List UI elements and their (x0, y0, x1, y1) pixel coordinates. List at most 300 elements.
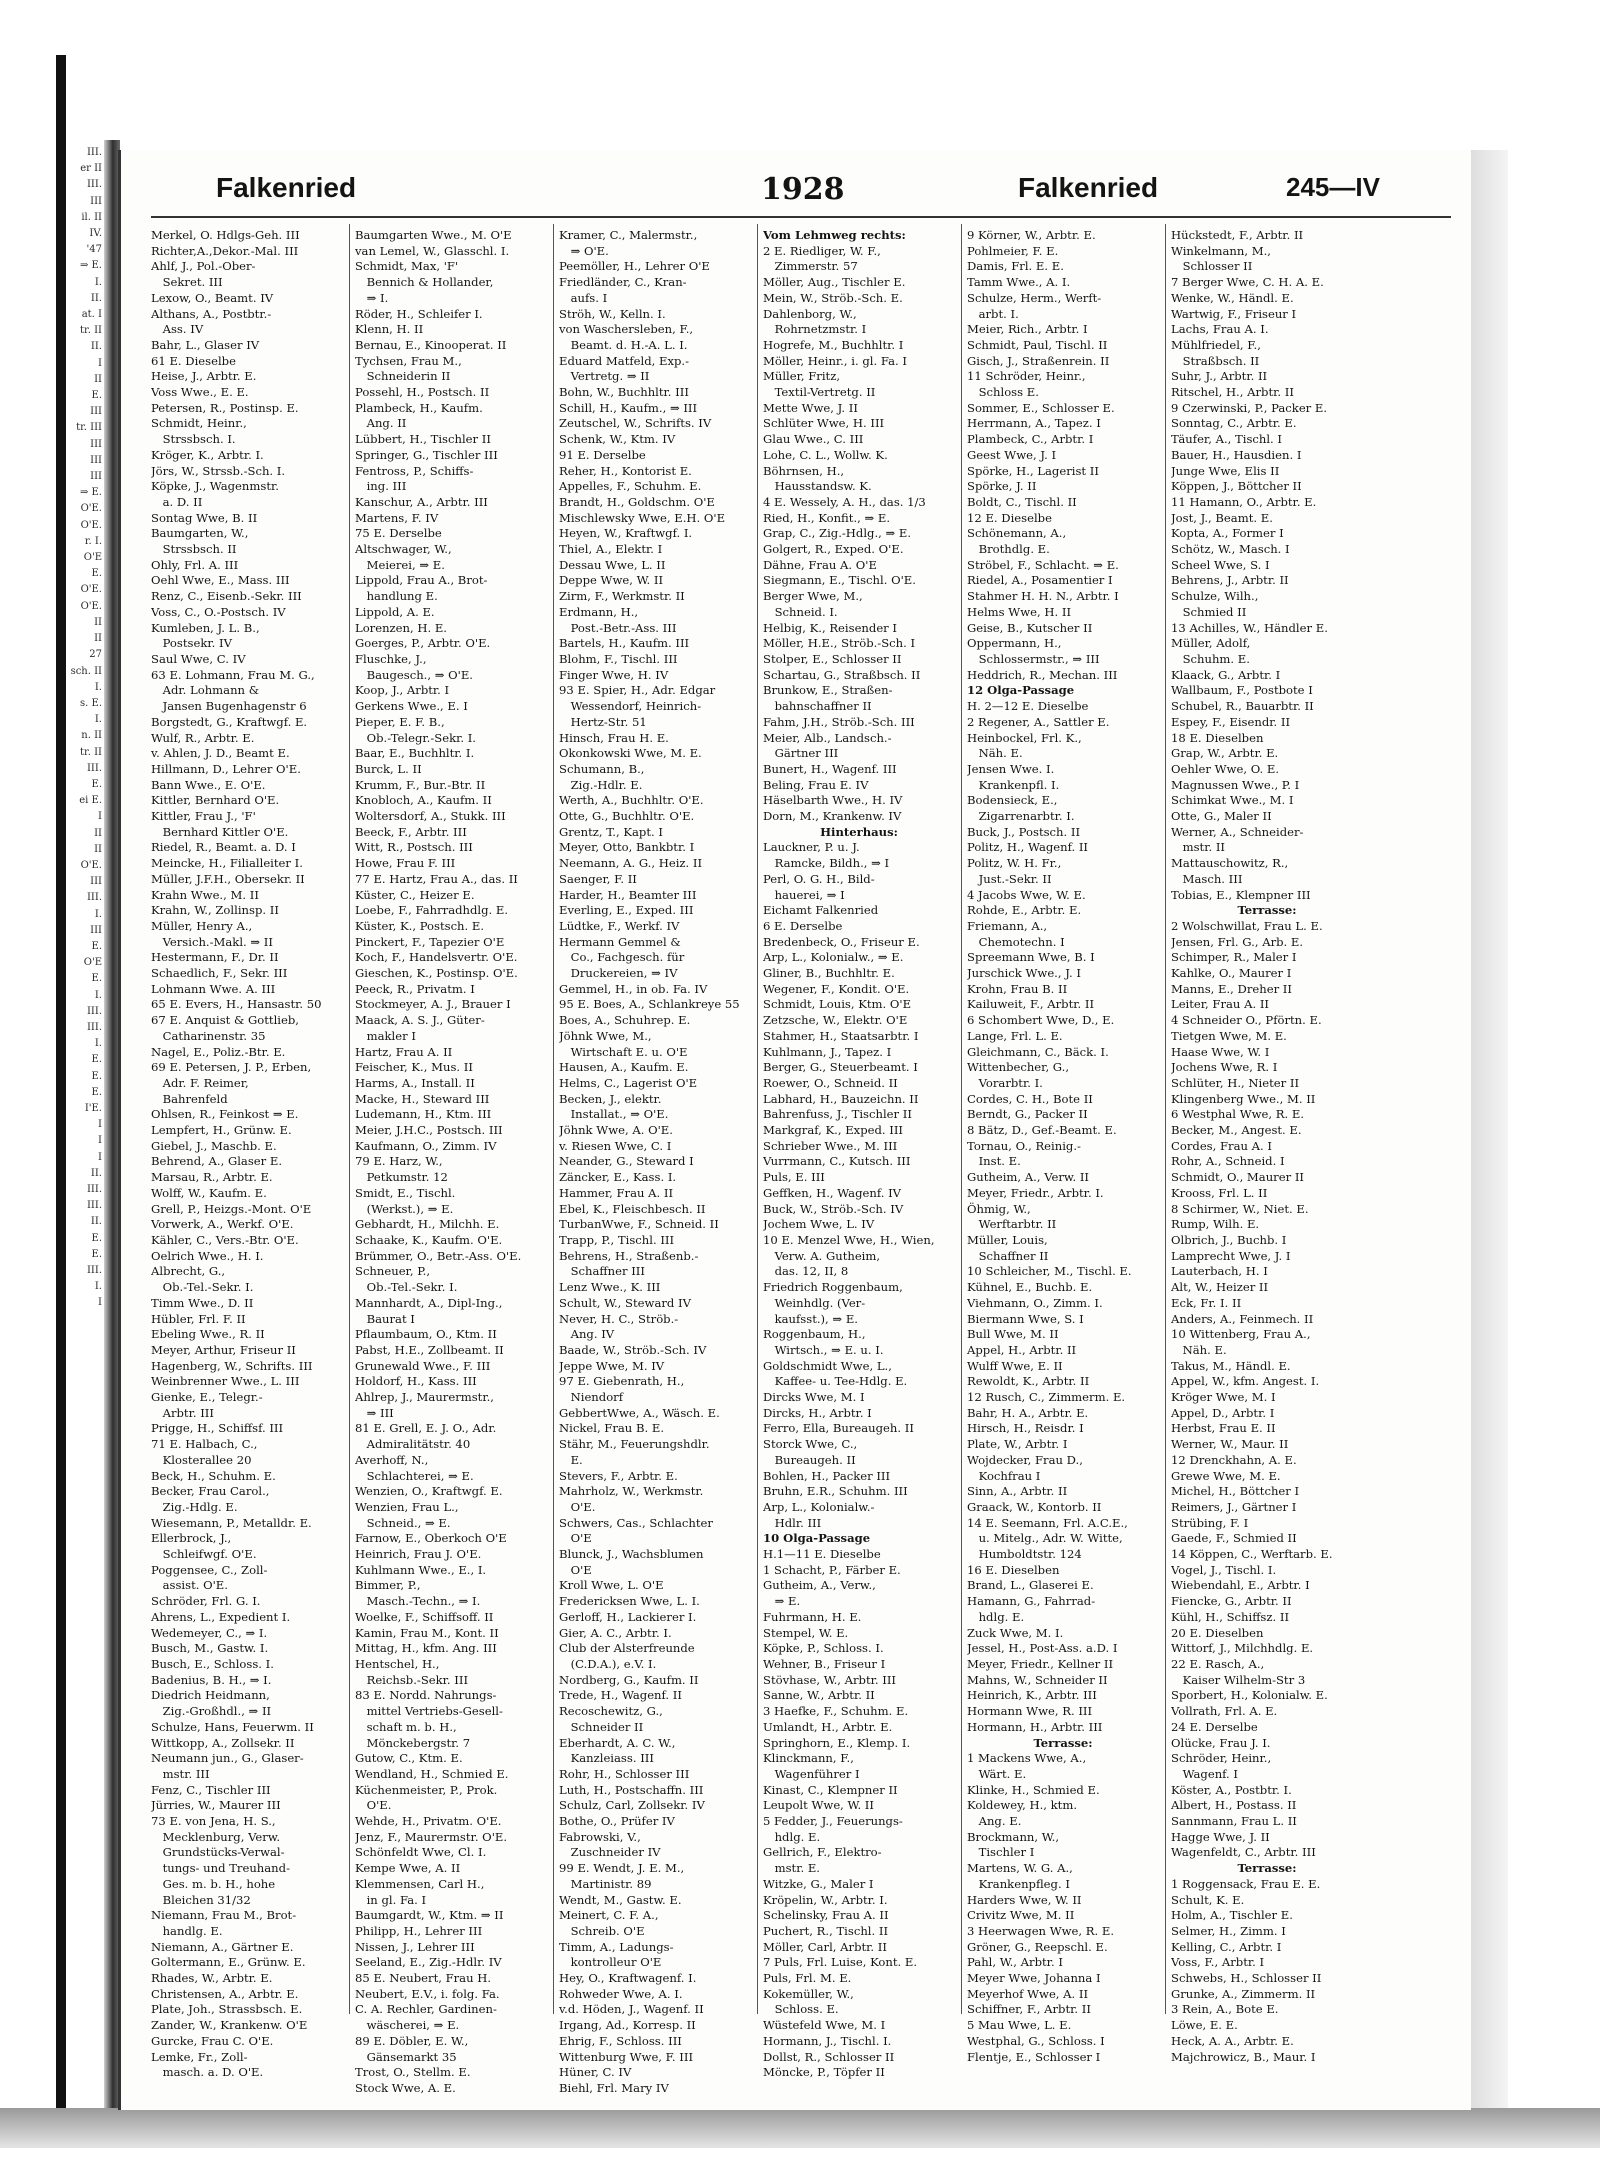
directory-entry: Busch, M., Gastw. I. (151, 1641, 269, 1656)
directory-entry: Schaffner III (559, 1264, 645, 1279)
directory-entry: Grell, P., Heizgs.-Mont. O'E (151, 1201, 312, 1216)
directory-entry: Irgang, Ad., Korresp. II (559, 2018, 696, 2033)
directory-entry: Lachs, Frau A. I. (1171, 322, 1269, 337)
directory-entry: Hertz-Str. 51 (559, 714, 647, 729)
directory-entry: Richter,A.,Dekor.-Mal. III (151, 243, 299, 258)
directory-entry: Everling, E., Exped. III (559, 903, 694, 918)
directory-entry: Perl, O. G. H., Bild- (763, 871, 875, 886)
directory-entry: Badenius, B. H., ⇒ I. (151, 1672, 272, 1687)
directory-entry: Chemotechn. I (967, 934, 1065, 949)
directory-entry: Wärt. E. (967, 1766, 1027, 1781)
directory-entry: Goerges, P., Arbtr. O'E. (355, 636, 491, 651)
directory-entry: Prigge, H., Schiffsf. III (151, 1421, 284, 1436)
directory-entry: Trost, O., Stellm. E. (355, 2065, 471, 2080)
directory-entry: Baumgarten Wwe., M. O'E (355, 228, 512, 242)
directory-entry: Dahlenborg, W., (763, 306, 857, 321)
directory-entry: Bothe, O., Prüfer IV (559, 1814, 675, 1829)
directory-entry: aufs. I (559, 290, 608, 305)
directory-entry: Neumann jun., G., Glaser- (151, 1751, 304, 1766)
directory-entry: Krankenpfl. I. (967, 777, 1060, 792)
directory-entry: Klaack, G., Arbtr. I (1171, 667, 1281, 682)
directory-entry: 24 E. Derselbe (1171, 1719, 1258, 1734)
directory-entry: hdlg. E. (763, 1829, 821, 1844)
directory-entry: Grap, W., Arbtr. E. (1171, 746, 1279, 761)
directory-entry: Druckereien, ⇒ IV (559, 966, 678, 981)
directory-entry: Baar, E., Buchhltr. I. (355, 746, 475, 761)
directory-entry: Sanne, W., Arbtr. II (763, 1688, 875, 1703)
directory-entry: Hübler, Frl. F. II (151, 1311, 246, 1326)
directory-entry: Tamm Wwe., A. I. (967, 275, 1071, 290)
directory-entry: Bruhn, E.R., Schuhm. III (763, 1484, 908, 1499)
directory-entry: 4 E. Wessely, A. H., das. 1/3 (763, 494, 926, 509)
directory-entry: (Werkst.), ⇒ E. (355, 1201, 454, 1216)
directory-entry: Luth, H., Postschaffn. III (559, 1782, 704, 1797)
directory-entry: Possehl, H., Postsch. II (355, 385, 490, 400)
directory-entry: Busch, E., Schloss. I. (151, 1656, 274, 1671)
directory-entry: Installat., ⇒ O'E. (559, 1107, 669, 1122)
directory-entry: 5 Mau Wwe, L. E. (967, 2018, 1072, 2033)
directory-entry: v. Ahlen, J. D., Beamt E. (151, 746, 290, 761)
directory-entry: (C.D.A.), e.V. I. (559, 1656, 657, 1671)
directory-entry: Bauer, H., Hausdien. I (1171, 447, 1302, 462)
directory-entry: Ströh, W., Kelln. I. (559, 306, 666, 321)
directory-entry: 14 Köppen, C., Werftarb. E. (1171, 1547, 1333, 1562)
directory-entry: Schönemann, A., (967, 526, 1067, 541)
directory-entry: Vurrmann, C., Kutsch. III (763, 1154, 911, 1169)
directory-entry: ⇒ I. (355, 290, 389, 305)
directory-entry: Lemke, Fr., Zoll- (151, 2049, 248, 2064)
directory-entry: Bleichen 31/32 (151, 1892, 251, 1907)
directory-entry: Wüstefeld Wwe, M. I (763, 2018, 886, 2033)
left-page-text: III. (86, 147, 102, 158)
directory-entry: H.1—11 E. Dieselbe (763, 1547, 881, 1562)
directory-entry: Möller, Aug., Tischler E. (763, 275, 906, 290)
directory-entry: Oelrich Wwe., H. I. (151, 1248, 264, 1263)
directory-entry: Niemann, A., Gärtner E. (151, 1939, 294, 1954)
directory-entry: Altschwager, W., (355, 542, 452, 557)
directory-entry: Lippold, Frau A., Brot- (355, 573, 488, 588)
directory-entry: Gaede, F., Schmied II (1171, 1531, 1297, 1546)
directory-entry: Wegener, F., Kondit. O'E. (763, 981, 910, 996)
directory-entry: mstr. E. (763, 1861, 820, 1876)
directory-entry: Labhard, H., Bauzeichn. II (763, 1091, 919, 1106)
directory-entry: Voss Wwe., E. E. (151, 385, 249, 400)
directory-entry: Mahns, W., Schneider II (967, 1672, 1108, 1687)
directory-entry: Jurschick Wwe., J. I (967, 966, 1081, 981)
directory-entry: Bahr, H. A., Arbtr. E. (967, 1405, 1089, 1420)
directory-entry: O'E. (559, 1499, 596, 1514)
directory-entry: Weinhdlg. (Ver- (763, 1295, 866, 1310)
left-page-text: III. (86, 1265, 102, 1277)
left-page-text: III (90, 924, 102, 936)
directory-entry: Spörke, J. II (967, 479, 1037, 494)
directory-entry: Näh. E. (967, 746, 1023, 761)
left-page-text: E. (91, 940, 102, 952)
directory-entry: Wenzien, Frau L., (355, 1499, 459, 1514)
left-page-text: tr. III (76, 422, 102, 434)
directory-entry: Leupolt Wwe, W. II (763, 1798, 874, 1813)
directory-entry: Kröpelin, W., Arbtr. I. (763, 1892, 888, 1907)
directory-entry: 73 E. von Jena, H. S., (151, 1814, 276, 1829)
directory-entry: Appelles, F., Schuhm. E. (559, 479, 702, 494)
directory-entry: Brand, L., Glaserei E. (967, 1578, 1094, 1593)
directory-entry: Hausstandsw. K. (763, 479, 872, 494)
directory-entry: Kittler, Frau J., 'F' (151, 809, 256, 824)
directory-entry: Harders Wwe, W. II (967, 1892, 1082, 1907)
directory-entry: Sporbert, H., Kolonialw. E. (1171, 1688, 1328, 1703)
directory-entry: Stempel, W. E. (763, 1625, 849, 1640)
directory-entry: Gurcke, Frau C. O'E. (151, 2033, 274, 2048)
left-page-text: II. (90, 1216, 102, 1228)
directory-entry: Strübing, F. I (1171, 1515, 1249, 1530)
directory-entry: Harms, A., Install. II (355, 1075, 475, 1090)
directory-column-3 (559, 228, 751, 2097)
directory-entry: Terrasse: (1237, 1861, 1297, 1876)
directory-entry: Ebel, K., Fleischbesch. II (559, 1201, 706, 1216)
directory-entry: Pohlmeier, F. E. (967, 243, 1059, 258)
left-page-text: III. (86, 1021, 102, 1033)
directory-column-5 (967, 228, 1159, 2065)
directory-entry: Poggensee, C., Zoll- (151, 1562, 268, 1577)
directory-entry: 9 Körner, W., Arbtr. E. (967, 228, 1096, 242)
directory-entry: Okonkowski Wwe, M. E. (559, 746, 702, 761)
directory-entry: Wojdecker, Frau D., (967, 1452, 1083, 1467)
directory-entry: Gutheim, A., Verw. II (967, 1170, 1090, 1185)
directory-entry: 8 Schirmer, W., Niet. E. (1171, 1201, 1309, 1216)
directory-entry: Ohly, Frl. A. III (151, 557, 239, 572)
directory-entry: Loebe, F., Fahrradhdlg. E. (355, 903, 509, 918)
directory-entry: Oehler Wwe, O. E. (1171, 761, 1280, 776)
directory-entry: Howe, Frau F. III (355, 856, 456, 871)
left-page-text: III (90, 406, 102, 418)
directory-entry: Berger, G., Steuerbeamt. I (763, 1060, 918, 1075)
directory-entry: Glau Wwe., C. III (763, 432, 864, 447)
directory-entry: 99 E. Wendt, J. E. M., (559, 1861, 685, 1876)
directory-entry: Werner, A., Schneider- (1171, 824, 1304, 839)
directory-entry: Trede, H., Wagenf. II (559, 1688, 682, 1703)
directory-entry: Cordes, Frau A. I (1171, 1138, 1272, 1153)
directory-entry: Politz, W. H. Fr., (967, 856, 1062, 871)
directory-entry: Wiebendahl, E., Arbtr. I (1171, 1578, 1310, 1593)
left-page-text: I. (94, 1281, 102, 1293)
directory-entry: Scheel Wwe, S. I (1171, 557, 1270, 572)
directory-entry: Masch.-Techn., ⇒ I. (355, 1594, 481, 1609)
directory-entry: Böhrnsen, H., (763, 463, 845, 478)
directory-entry: 4 Schneider O., Pförtn. E. (1171, 1013, 1322, 1028)
directory-entry: Westphal, G., Schloss. I (967, 2033, 1105, 2048)
directory-entry: Martens, F. IV (355, 510, 439, 525)
directory-entry: 22 E. Rasch, A., (1171, 1656, 1265, 1671)
left-page-text: I (98, 1297, 102, 1309)
directory-entry: 12 Drenckhahn, A. E. (1171, 1452, 1297, 1467)
directory-entry: Plate, W., Arbtr. I (967, 1437, 1068, 1452)
directory-entry: Kamin, Frau M., Kont. II (355, 1625, 499, 1640)
left-page-text: sch. II (70, 665, 102, 677)
directory-entry: Lüdtke, F., Werkf. IV (559, 918, 680, 933)
left-page-text: III. (86, 1200, 102, 1212)
directory-entry: Schneiderin II (355, 369, 451, 384)
directory-entry: Dircks Wwe, M. I (763, 1390, 865, 1405)
directory-entry: Küster, C., Heizer E. (355, 887, 475, 902)
directory-entry: Giebel, J., Maschb. E. (151, 1138, 277, 1153)
directory-entry: Schulz, Carl, Zollsekr. IV (559, 1798, 705, 1813)
directory-entry: Geest Wwe, J. I (967, 447, 1057, 462)
directory-entry: TurbanWwe, F., Schneid. II (559, 1217, 719, 1232)
directory-entry: 16 E. Dieselben (967, 1562, 1060, 1577)
directory-entry: Meier, Alb., Landsch.- (763, 730, 892, 745)
directory-entry: Gerkens Wwe., E. I (355, 699, 468, 714)
directory-entry: Straßbsch. II (1171, 353, 1260, 368)
directory-entry: 1 Mackens Wwe, A., (967, 1751, 1087, 1766)
directory-entry: Heinbockel, Frl. K., (967, 730, 1082, 745)
directory-entry: Dähne, Frau A. O'E (763, 557, 877, 572)
directory-entry: Bodensieck, E., (967, 793, 1058, 808)
directory-entry: Heinrich, Frau J. O'E. (355, 1547, 482, 1562)
directory-entry: Pieper, E. F. B., (355, 714, 445, 729)
left-page-text: O'E. (80, 503, 102, 515)
directory-entry: Masch. III (1171, 871, 1243, 886)
directory-entry: Wittkopp, A., Zollsekr. II (151, 1735, 295, 1750)
directory-entry: 1 Schacht, P., Färber E. (763, 1562, 901, 1577)
directory-entry: Oppermann, H., (967, 636, 1062, 651)
directory-entry: Olbrich, J., Buchb. I (1171, 1233, 1287, 1247)
directory-entry: Hdlr. III (763, 1515, 822, 1530)
directory-entry: Schaake, K., Kaufm. O'E. (355, 1233, 503, 1247)
directory-entry: Reimers, J., Gärtner I (1171, 1499, 1297, 1514)
directory-entry: Ried, H., Konfit., ⇒ E. (763, 510, 891, 525)
directory-entry: 3 Heerwagen Wwe, R. E. (967, 1923, 1115, 1938)
directory-entry: 95 E. Boes, A., Schlankreye 55 (559, 997, 740, 1012)
directory-entry: Kailuweit, F., Arbtr. II (967, 997, 1095, 1012)
directory-entry: makler I (355, 1028, 416, 1043)
directory-entry: Wittenbecher, G., (967, 1060, 1070, 1075)
left-page-text: O'E. (80, 519, 102, 531)
directory-entry: 18 E. Dieselben (1171, 730, 1264, 745)
directory-entry: Mittag, H., kfm. Ang. III (355, 1641, 497, 1656)
directory-entry: Geise, B., Kutscher II (967, 620, 1093, 635)
directory-entry: van Lemel, W., Glasschl. I. (355, 243, 510, 258)
directory-entry: Ahlf, J., Pol.-Ober- (151, 259, 256, 274)
directory-entry: Kühnel, E., Buchb. E. (967, 1280, 1093, 1295)
column-divider (757, 224, 758, 2014)
directory-entry: Meyer Wwe, Johanna I (967, 1971, 1101, 1986)
directory-entry: 7 Puls, Frl. Luise, Kont. E. (763, 1955, 918, 1970)
directory-entry: Admiralitätstr. 40 (355, 1437, 471, 1452)
directory-entry: Appel, D., Arbtr. I (1171, 1405, 1275, 1420)
left-page-text: III. (86, 762, 102, 774)
directory-entry: Bennich & Hollander, (355, 275, 494, 290)
left-page-text: 27 (89, 649, 102, 661)
left-page-text: O'E. (80, 584, 102, 596)
directory-entry: Stahmer H. H. N., Arbtr. I (967, 589, 1119, 604)
directory-entry: 75 E. Derselbe (355, 526, 442, 541)
directory-entry: Schneider II (559, 1719, 644, 1734)
directory-entry: Tychsen, Frau M., (355, 353, 462, 368)
directory-entry: Averhoff, N., (355, 1452, 429, 1467)
directory-entry: Roggenbaum, H., (763, 1327, 866, 1342)
left-page-text: I. (94, 989, 102, 1001)
directory-entry: 10 Schleicher, M., Tischl. E. (967, 1264, 1132, 1279)
directory-entry: a. D. II (151, 494, 203, 509)
directory-entry: Hagge Wwe, J. II (1171, 1829, 1270, 1844)
directory-entry: Otte, G., Buchhltr. O'E. (559, 809, 695, 824)
directory-entry: Schmied II (1171, 604, 1247, 619)
left-page-text: I (98, 1151, 102, 1163)
directory-entry: 8 Bätz, D., Gef.-Beamt. E. (967, 1123, 1117, 1138)
directory-entry: Ang. II (355, 416, 407, 431)
directory-entry: Grundstücks-Verwal- (151, 1845, 285, 1860)
directory-entry: Wehde, H., Privatm. O'E. (355, 1814, 502, 1829)
left-page-text: tr. II (80, 746, 102, 758)
directory-entry: Hausen, A., Kaufm. E. (559, 1060, 689, 1075)
directory-entry: Schwebs, H., Schlosser II (1171, 1971, 1322, 1986)
directory-entry: Christensen, A., Arbtr. E. (151, 1986, 299, 2001)
directory-entry: Herrmann, A., Tapez. I (967, 416, 1101, 431)
directory-entry: Witzke, G., Maler I (763, 1876, 874, 1891)
directory-entry: Crivitz Wwe, M. II (967, 1908, 1075, 1923)
directory-entry: Storck Wwe, C., (763, 1437, 858, 1452)
directory-entry: 83 E. Nordd. Nahrungs- (355, 1688, 497, 1703)
left-page-text: III (90, 876, 102, 888)
directory-entry: Tornau, O., Reinig.- (967, 1138, 1081, 1153)
directory-entry: u. Mitelg., Adr. W. Witte, (967, 1531, 1123, 1546)
directory-entry: v.d. Höden, J., Wagenf. II (559, 2002, 704, 2017)
directory-entry: Krahn, W., Zollinsp. II (151, 903, 279, 918)
directory-entry: Arbtr. III (151, 1405, 214, 1420)
directory-entry: Lauterbach, H. I (1171, 1264, 1268, 1279)
page-edge-shadow (1468, 150, 1508, 2110)
directory-entry: Selmer, H., Zimm. I (1171, 1923, 1286, 1938)
directory-entry: 11 Hamann, O., Arbtr. E. (1171, 494, 1317, 509)
directory-entry: Puls, E. III (763, 1170, 825, 1185)
directory-entry: Wendland, H., Schmied E. (355, 1766, 509, 1781)
directory-entry: Anders, A., Feinmech. II (1171, 1311, 1314, 1326)
directory-entry: Biermann Wwe, S. I (967, 1311, 1084, 1326)
directory-entry: Löwe, E. E. (1171, 2018, 1238, 2033)
directory-entry: Ritschel, H., Arbtr. II (1171, 385, 1294, 400)
directory-entry: ing. III (355, 479, 407, 494)
directory-entry: Arp, L., Kolonialw., ⇒ E. (763, 950, 904, 965)
directory-entry: Werftarbtr. II (967, 1217, 1057, 1232)
directory-entry: Wenke, W., Händl. E. (1171, 290, 1294, 305)
directory-entry: Riedel, R., Beamt. a. D. I (151, 840, 296, 855)
directory-entry: Wagenführer I (763, 1766, 860, 1781)
directory-entry: Krumm, F., Bur.-Btr. II (355, 777, 486, 792)
directory-entry: Schult, W., Steward IV (559, 1295, 691, 1310)
directory-entry: Kröger Wwe, M. I (1171, 1390, 1276, 1405)
directory-entry: Spörke, H., Lagerist II (967, 463, 1099, 478)
directory-entry: Schneid., ⇒ E. (355, 1515, 451, 1530)
directory-entry: Boldt, C., Tischl. II (967, 494, 1077, 509)
directory-entry: Hermann Gemmel & (559, 934, 681, 949)
directory-entry: bahnschaffner II (763, 699, 872, 714)
page-number: 245—IV (1286, 172, 1380, 202)
directory-entry: Tietgen Wwe, M. E. (1171, 1028, 1287, 1043)
directory-entry: Seeland, E., Zig.-Hdlr. IV (355, 1955, 502, 1970)
directory-entry: Friedrich Roggenbaum, (763, 1280, 903, 1295)
directory-entry: Schuhm. E. (1171, 651, 1250, 666)
directory-entry: Kuhlmann, J., Tapez. I (763, 1044, 892, 1059)
directory-entry: Roewer, O., Schneid. II (763, 1075, 898, 1090)
directory-entry: Feischer, K., Mus. II (355, 1060, 473, 1075)
left-page-text: II (94, 843, 102, 855)
directory-entry: 6 Westphal Wwe, R. E. (1171, 1107, 1305, 1122)
left-page-text: II (94, 633, 102, 645)
directory-entry: Jochens Wwe, R. I (1171, 1060, 1278, 1075)
directory-entry: Marsau, R., Arbtr. E. (151, 1170, 273, 1185)
directory-entry: Meierei, ⇒ E. (355, 557, 445, 572)
directory-entry: Meyer, Friedr., Kellner II (967, 1656, 1114, 1671)
directory-entry: Gärtner III (763, 746, 839, 761)
left-page-text: I. (94, 1038, 102, 1050)
directory-entry: Lübbert, H., Tischler II (355, 432, 491, 447)
left-page-text: n. II (81, 730, 102, 742)
directory-entry: Schartau, G., Straßbsch. II (763, 667, 921, 682)
left-page-text: E. (91, 1054, 102, 1066)
directory-entry: Berger Wwe, M., (763, 589, 863, 604)
directory-entry: Fiencke, G., Arbtr. II (1171, 1594, 1292, 1609)
directory-entry: 2 Regener, A., Sattler E. (967, 714, 1110, 729)
directory-entry: Sekret. III (151, 275, 223, 290)
directory-entry: Suhr, J., Arbtr. II (1171, 369, 1268, 384)
directory-entry: Rohweder Wwe, A. I. (559, 1986, 683, 2001)
directory-entry: Petkumstr. 12 (355, 1170, 448, 1185)
directory-entry: Gröner, G., Reepschl. E. (967, 1939, 1108, 1954)
directory-entry: Köppen, J., Böttcher II (1171, 479, 1302, 494)
directory-entry: Kahlke, O., Maurer I (1171, 966, 1292, 981)
directory-column-1 (151, 228, 343, 2081)
directory-entry: Timm Wwe., D. II (151, 1295, 254, 1310)
directory-entry: 3 Haefke, F., Schuhm. E. (763, 1704, 909, 1719)
directory-column-2 (355, 228, 547, 2097)
directory-entry: Postsekr. IV (151, 636, 232, 651)
directory-entry: Kumleben, J. L. B., (151, 620, 260, 635)
directory-entry: Täufer, A., Tischl. I (1171, 432, 1283, 447)
directory-entry: handlung E. (355, 589, 438, 604)
directory-entry: Baumgarten, W., (151, 526, 249, 541)
left-page-text: E. (91, 973, 102, 985)
directory-entry: Peemöller, H., Lehrer O'E (559, 259, 710, 274)
directory-entry: Brockmann, W., (967, 1829, 1060, 1844)
directory-entry: Wittenburg Wwe, F. III (559, 2049, 694, 2064)
left-page-text: III. (86, 1005, 102, 1017)
directory-entry: Blohm, F., Tischl. III (559, 651, 678, 666)
directory-entry: Gliner, B., Buchhltr. E. (763, 966, 895, 981)
directory-entry: Burck, L. II (355, 761, 422, 776)
directory-entry: Cordes, C. H., Bote II (967, 1091, 1093, 1106)
street-title-left: Falkenried (216, 172, 357, 203)
directory-entry: Ströbel, F., Schlacht. ⇒ E. (967, 557, 1119, 572)
directory-entry: Schiffner, F., Arbtr. II (967, 2002, 1091, 2017)
directory-column-4 (763, 228, 955, 2081)
directory-entry: Hormann, J., Tischl. I. (763, 2033, 892, 2048)
directory-entry: Albert, H., Postass. II (1171, 1798, 1297, 1813)
directory-entry: Schmidt, Max, 'F' (355, 259, 459, 274)
directory-entry: Meyerhof Wwe, A. II (967, 1986, 1089, 2001)
directory-entry: Bartels, H., Kaufm. III (559, 636, 690, 651)
left-page-text: II (94, 616, 102, 628)
directory-entry: Lenz Wwe., K. III (559, 1280, 661, 1295)
directory-entry: GebbertWwe, A., Wäsch. E. (559, 1405, 720, 1420)
directory-entry: Schelinsky, Frau A. II (763, 1908, 889, 1923)
directory-entry: Saul Wwe, C. IV (151, 651, 246, 666)
left-page-text: at. I (81, 309, 102, 321)
directory-entry: Fenz, C., Tischler III (151, 1782, 271, 1797)
directory-entry: Schmidt, Paul, Tischl. II (967, 337, 1108, 352)
directory-entry: 4 Jacobs Wwe, W. E. (967, 887, 1086, 902)
directory-entry: Ebeling Wwe., R. II (151, 1327, 265, 1342)
directory-entry: Pinckert, F., Tapezier O'E (355, 934, 505, 949)
